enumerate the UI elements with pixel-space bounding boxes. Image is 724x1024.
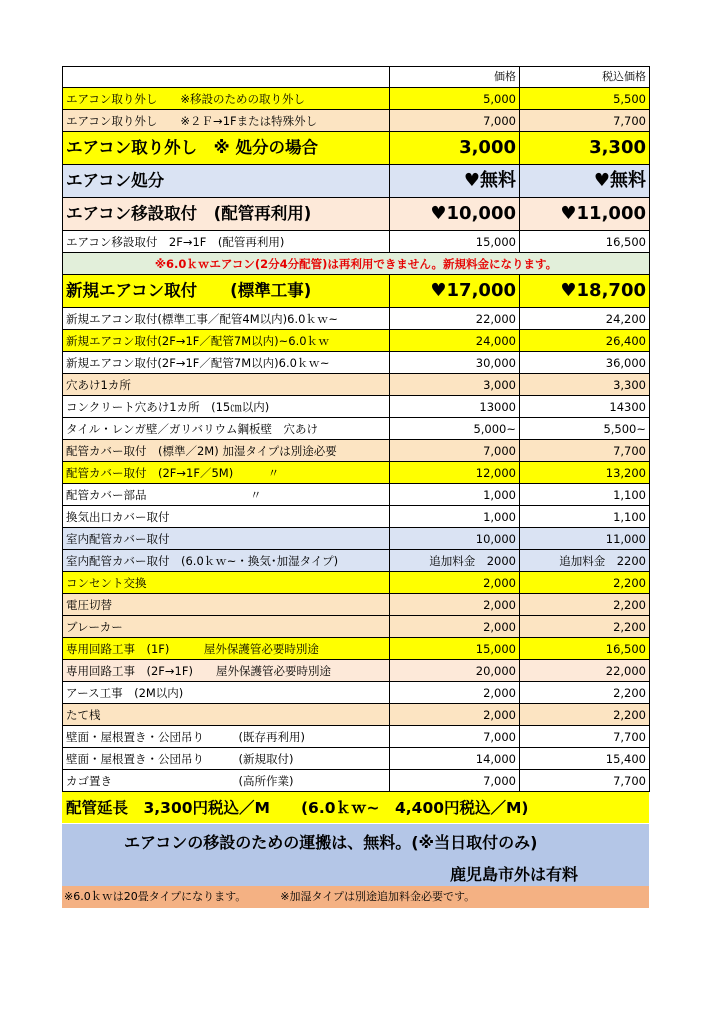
- item-price: 2,000: [390, 682, 520, 704]
- item-price: 30,000: [390, 352, 520, 374]
- item-label: エアコン取り外し ※ 処分の場合: [63, 132, 390, 165]
- item-tax-price: 26,400: [520, 330, 650, 352]
- item-label: 室内配管カバー取付 (6.0ｋｗ~・換気･加湿タイプ): [63, 550, 390, 572]
- item-tax-price: 3,300: [520, 374, 650, 396]
- price-row: [63, 770, 650, 792]
- item-label: 専用回路工事 (2F→1F) 屋外保護管必要時別途: [63, 660, 390, 682]
- item-price: 1,000: [390, 506, 520, 528]
- item-price: ♥無料: [390, 165, 520, 198]
- item-label: 壁面・屋根置き・公団吊り (新規取付): [63, 748, 390, 770]
- price-table-body: [63, 67, 650, 792]
- transport-line-1: エアコンの移設のための運搬は、無料。(※当日取付のみ): [124, 833, 538, 852]
- price-row: [63, 308, 650, 330]
- header-tax-price: 税込価格: [520, 67, 650, 88]
- item-label: エアコン処分: [63, 165, 390, 198]
- price-row: [63, 572, 650, 594]
- item-price: 24,000: [390, 330, 520, 352]
- item-tax-price: 7,700: [520, 110, 650, 132]
- item-tax-price: 22,000: [520, 660, 650, 682]
- item-tax-price: 24,200: [520, 308, 650, 330]
- price-row: [63, 440, 650, 462]
- item-tax-price: 7,700: [520, 770, 650, 792]
- item-tax-price: 5,500: [520, 88, 650, 110]
- item-label: 穴あけ1カ所: [63, 374, 390, 396]
- price-row: [63, 704, 650, 726]
- footnote-2: ※加湿タイプは別途追加料金必要です。: [280, 890, 476, 903]
- item-price: 3,000: [390, 132, 520, 165]
- item-label: 新規エアコン取付 (標準工事): [63, 275, 390, 308]
- item-label: カゴ置き (高所作業): [63, 770, 390, 792]
- price-row: [63, 682, 650, 704]
- price-row: [63, 748, 650, 770]
- item-label: 換気出口カバー取付: [63, 506, 390, 528]
- price-row: [63, 352, 650, 374]
- item-label: 壁面・屋根置き・公団吊り (既存再利用): [63, 726, 390, 748]
- price-row: [63, 418, 650, 440]
- item-price: 7,000: [390, 726, 520, 748]
- item-label: 電圧切替: [63, 594, 390, 616]
- item-price: 5,000~: [390, 418, 520, 440]
- price-row: [63, 330, 650, 352]
- item-tax-price: 2,200: [520, 682, 650, 704]
- price-row: [63, 396, 650, 418]
- item-tax-price: 追加料金 2200: [520, 550, 650, 572]
- price-row: [63, 132, 650, 165]
- item-price: 22,000: [390, 308, 520, 330]
- item-label: コンセント交換: [63, 572, 390, 594]
- item-tax-price: 7,700: [520, 726, 650, 748]
- item-price: 2,000: [390, 572, 520, 594]
- item-label: 新規エアコン取付(2F→1F／配管7M以内)~6.0ｋｗ: [63, 330, 390, 352]
- item-label: 配管カバー取付 (標準／2M) 加湿タイプは別途必要: [63, 440, 390, 462]
- item-tax-price: 2,200: [520, 594, 650, 616]
- item-price: ♥10,000: [390, 198, 520, 231]
- item-price: 14,000: [390, 748, 520, 770]
- price-row: [63, 594, 650, 616]
- item-price: 20,000: [390, 660, 520, 682]
- item-label: 室内配管カバー取付: [63, 528, 390, 550]
- item-label: エアコン取り外し ※移設のための取り外し: [63, 88, 390, 110]
- price-row: [63, 462, 650, 484]
- item-tax-price: 36,000: [520, 352, 650, 374]
- item-tax-price: 13,200: [520, 462, 650, 484]
- item-tax-price: 2,200: [520, 572, 650, 594]
- price-table: [62, 66, 650, 792]
- item-price: 7,000: [390, 110, 520, 132]
- price-row: [63, 506, 650, 528]
- price-row: [63, 616, 650, 638]
- item-tax-price: 5,500~: [520, 418, 650, 440]
- notice-row: [63, 253, 650, 275]
- price-row: [63, 550, 650, 572]
- item-tax-price: ♥無料: [520, 165, 650, 198]
- price-row: [63, 374, 650, 396]
- price-row: [63, 110, 650, 132]
- item-price: 2,000: [390, 616, 520, 638]
- item-price: 2,000: [390, 594, 520, 616]
- item-tax-price: 16,500: [520, 231, 650, 253]
- item-label: アース工事 (2M以内): [63, 682, 390, 704]
- table-header-row: [63, 67, 650, 88]
- transport-line-2: 鹿児島市外は有料: [450, 865, 579, 884]
- price-row: [63, 275, 650, 308]
- item-tax-price: 3,300: [520, 132, 650, 165]
- item-price: 3,000: [390, 374, 520, 396]
- transport-note: [62, 824, 649, 886]
- item-price: ♥17,000: [390, 275, 520, 308]
- pipe-extension-note: 配管延長 3,300円税込／M (6.0ｋｗ~ 4,400円税込／M): [62, 792, 649, 824]
- item-tax-price: 14300: [520, 396, 650, 418]
- item-label: たて桟: [63, 704, 390, 726]
- item-label: エアコン取り外し ※２Ｆ→1Fまたは特殊外し: [63, 110, 390, 132]
- item-label: 新規エアコン取付(2F→1F／配管7M以内)6.0ｋｗ~: [63, 352, 390, 374]
- item-tax-price: 1,100: [520, 506, 650, 528]
- item-tax-price: ♥11,000: [520, 198, 650, 231]
- item-tax-price: ♥18,700: [520, 275, 650, 308]
- price-row: [63, 726, 650, 748]
- item-label: 配管カバー部品 〃: [63, 484, 390, 506]
- price-row: [63, 528, 650, 550]
- footnote-bar: [62, 886, 649, 908]
- header-item-cell: [63, 67, 390, 88]
- price-row: [63, 231, 650, 253]
- price-row: [63, 484, 650, 506]
- item-price: 15,000: [390, 231, 520, 253]
- item-tax-price: 2,200: [520, 704, 650, 726]
- item-label: コンクリート穴あけ1カ所 (15㎝以内): [63, 396, 390, 418]
- footnote-1: ※6.0ｋｗは20畳タイプになります。: [64, 890, 247, 903]
- item-tax-price: 15,400: [520, 748, 650, 770]
- item-label: エアコン移設取付 2F→1F (配管再利用): [63, 231, 390, 253]
- price-row: [63, 638, 650, 660]
- item-label: エアコン移設取付 (配管再利用): [63, 198, 390, 231]
- item-tax-price: 1,100: [520, 484, 650, 506]
- price-sheet: [62, 66, 649, 908]
- price-row: [63, 88, 650, 110]
- item-tax-price: 16,500: [520, 638, 650, 660]
- item-label: ブレーカー: [63, 616, 390, 638]
- item-label: 配管カバー取付 (2F→1F／5M) 〃: [63, 462, 390, 484]
- item-label: 新規エアコン取付(標準工事／配管4M以内)6.0ｋｗ~: [63, 308, 390, 330]
- item-price: 7,000: [390, 770, 520, 792]
- item-price: 追加料金 2000: [390, 550, 520, 572]
- price-row: [63, 165, 650, 198]
- notice-text: ※6.0ｋｗエアコン(2分4分配管)は再利用できません。新規料金になります。: [63, 253, 650, 275]
- item-price: 10,000: [390, 528, 520, 550]
- item-label: タイル・レンガ壁／ガリバリウム鋼板壁 穴あけ: [63, 418, 390, 440]
- item-tax-price: 11,000: [520, 528, 650, 550]
- item-price: 5,000: [390, 88, 520, 110]
- item-price: 15,000: [390, 638, 520, 660]
- item-label: 専用回路工事 (1F) 屋外保護管必要時別途: [63, 638, 390, 660]
- price-row: [63, 198, 650, 231]
- item-price: 12,000: [390, 462, 520, 484]
- item-price: 13000: [390, 396, 520, 418]
- item-price: 1,000: [390, 484, 520, 506]
- header-price: 価格: [390, 67, 520, 88]
- price-row: [63, 660, 650, 682]
- item-price: 2,000: [390, 704, 520, 726]
- item-tax-price: 7,700: [520, 440, 650, 462]
- item-price: 7,000: [390, 440, 520, 462]
- item-tax-price: 2,200: [520, 616, 650, 638]
